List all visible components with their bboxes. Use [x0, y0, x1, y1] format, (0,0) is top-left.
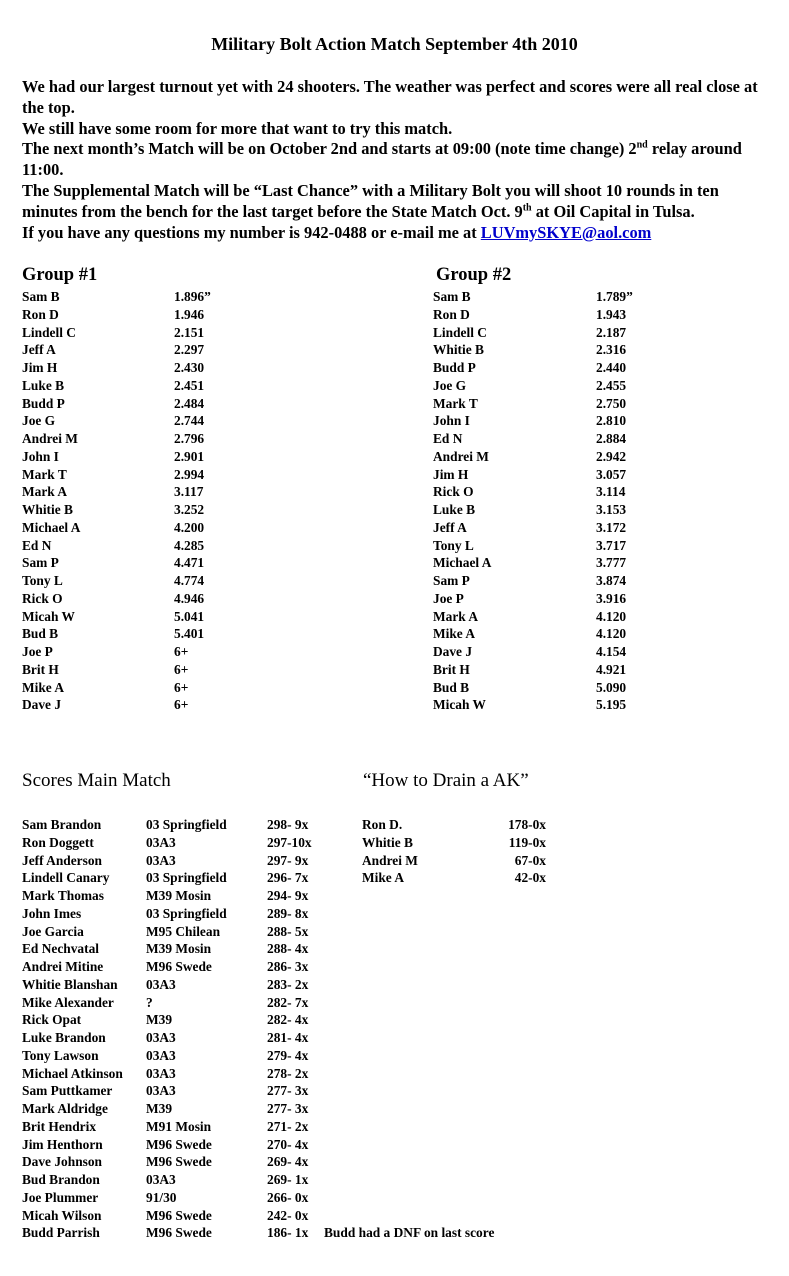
list-row	[22, 288, 272, 306]
cell: Sam B	[22, 289, 60, 304]
cell: 3.717	[596, 537, 627, 553]
cell: Lindell C	[433, 324, 487, 340]
cell: 67-0x	[514, 852, 546, 868]
list-row	[362, 816, 562, 834]
cell: 2.455	[596, 377, 627, 393]
cell: M96 Swede	[146, 1207, 212, 1223]
cell: 2.810	[596, 413, 627, 429]
list-row	[22, 341, 272, 359]
cell: Joe P	[433, 590, 464, 606]
cell: 178-0x	[508, 817, 546, 832]
cell: Mike A	[22, 679, 65, 695]
cell: 6+	[174, 644, 189, 659]
cell: 2.187	[596, 324, 627, 340]
list-row	[22, 430, 272, 448]
cell: Ron D.	[362, 817, 403, 832]
cell: 4.946	[174, 590, 205, 606]
cell: Michael A	[22, 519, 81, 535]
list-row	[22, 395, 272, 413]
group1-heading: Group #1	[22, 265, 98, 285]
page-title: Military Bolt Action Match September 4th 2010	[211, 34, 578, 54]
cell: 2.901	[174, 448, 205, 464]
cell: Rick Opat	[22, 1012, 82, 1028]
cell: Andrei M	[22, 431, 78, 446]
cell: Mike Alexander	[22, 994, 114, 1010]
cell: Ed N	[433, 431, 463, 446]
list-row	[433, 661, 683, 679]
list-row	[22, 1118, 552, 1136]
cell: Mark A	[433, 608, 479, 624]
list-row	[22, 1082, 552, 1100]
cell: Andrei M	[433, 448, 489, 464]
cell: Bud Brandon	[22, 1172, 100, 1187]
cell: M95 Chilean	[146, 923, 221, 939]
list-row	[22, 412, 272, 430]
cell: 03A3	[146, 976, 176, 992]
list-row	[433, 483, 683, 501]
list-row	[433, 288, 683, 306]
list-row	[433, 448, 683, 466]
cell: Dave J	[433, 644, 473, 659]
cell: 269- 1x	[267, 1172, 309, 1187]
cell: 288- 4x	[267, 941, 309, 957]
cell: Brit Hendrix	[22, 1118, 97, 1134]
cell: 6+	[174, 661, 189, 677]
cell: 03A3	[146, 1065, 176, 1081]
list-row	[22, 1100, 552, 1118]
list-row	[22, 501, 272, 519]
cell: Mark Aldridge	[22, 1101, 108, 1116]
cell: Whitie B	[22, 502, 73, 517]
list-row	[433, 679, 683, 697]
cell: 119-0x	[508, 834, 546, 850]
list-row	[22, 324, 272, 342]
list-row	[22, 448, 272, 466]
cell: 266- 0x	[267, 1189, 309, 1205]
cell: Sam P	[433, 573, 470, 588]
cell: 3.057	[596, 466, 627, 482]
cell: 270- 4x	[267, 1136, 309, 1152]
cell: 03A3	[146, 1083, 176, 1099]
cell: Budd P	[433, 360, 476, 375]
cell: Ron D	[22, 306, 59, 322]
list-row	[433, 625, 683, 643]
cell: 2.440	[596, 360, 627, 375]
cell: 03 Springfield	[146, 870, 227, 886]
cell: 03A3	[146, 1172, 176, 1187]
list-row	[22, 1047, 552, 1065]
cell: Luke B	[433, 502, 476, 517]
list-row	[22, 940, 552, 958]
cell: Mark A	[22, 484, 68, 500]
list-row	[22, 590, 272, 608]
list-row	[22, 1011, 552, 1029]
cell: Budd P	[22, 395, 65, 411]
list-row	[22, 483, 272, 501]
cell: Mark T	[433, 395, 478, 411]
cell: 4.921	[596, 661, 627, 677]
cell: 91/30	[146, 1189, 177, 1205]
cell: 4.285	[174, 537, 205, 553]
list-row	[22, 923, 552, 941]
cell: 4.154	[596, 644, 627, 659]
cell: Bud B	[22, 626, 59, 642]
list-row	[433, 341, 683, 359]
cell: Budd had a DNF on last score	[324, 1225, 495, 1241]
cell: Jeff A	[22, 342, 56, 358]
cell: M39 Mosin	[146, 941, 212, 957]
cell: John I	[22, 448, 59, 464]
cell: 5.195	[596, 697, 627, 713]
cell: 2.796	[174, 431, 205, 446]
cell: 296- 7x	[267, 870, 309, 886]
list-row	[22, 466, 272, 484]
cell: Luke B	[22, 377, 65, 393]
cell: Andrei M	[362, 852, 418, 868]
cell: Micah Wilson	[22, 1207, 102, 1223]
cell: 03A3	[146, 834, 176, 850]
cell: 2.484	[174, 395, 205, 411]
intro-line: If you have any questions my number is 942-0488 or e-mail me at LUVmySKYE@aol.com	[22, 222, 652, 242]
cell: 288- 5x	[267, 923, 309, 939]
cell: John Imes	[22, 905, 82, 921]
cell: 279- 4x	[267, 1047, 309, 1063]
cell: 2.744	[174, 413, 205, 429]
list-row	[362, 869, 562, 887]
cell: Whitie Blanshan	[22, 976, 118, 992]
cell: Tony L	[22, 573, 63, 588]
cell: M96 Swede	[146, 1225, 212, 1241]
cell: 298- 9x	[267, 817, 309, 832]
group2-heading: Group #2	[436, 265, 512, 285]
list-row	[22, 976, 552, 994]
cell: 6+	[174, 697, 189, 713]
cell: 283- 2x	[267, 976, 309, 992]
cell: Dave J	[22, 697, 62, 713]
cell: Brit H	[22, 661, 59, 677]
list-row	[22, 1207, 552, 1225]
list-row	[22, 608, 272, 626]
cell: 2.151	[174, 324, 205, 340]
cell: Rick O	[22, 590, 63, 606]
intro-line: The Supplemental Match will be “Last Chance” with a Military Bolt you will shoot 10 rounds in ten minutes from the bench for the last target before the State Match Oct. 9th at Oil Capital in Tulsa.	[22, 180, 719, 221]
cell: 282- 4x	[267, 1012, 309, 1028]
cell: John I	[433, 413, 470, 429]
cell: 4.471	[174, 555, 205, 571]
intro-line: We had our largest turnout yet with 24 shooters. The weather was perfect and scores were all real close at the top.	[22, 77, 758, 117]
list-row	[22, 994, 552, 1012]
cell: M96 Swede	[146, 1136, 212, 1152]
cell: 297- 9x	[267, 852, 309, 868]
cell: Ed N	[22, 537, 52, 553]
cell: 03A3	[146, 852, 176, 868]
cell: Mark T	[22, 466, 67, 482]
cell: 277- 3x	[267, 1083, 309, 1099]
cell: 1.943	[596, 306, 627, 322]
cell: 3.252	[174, 502, 205, 517]
cell: Sam B	[433, 289, 471, 304]
cell: 2.884	[596, 431, 627, 446]
list-row	[433, 412, 683, 430]
cell: 2.750	[596, 395, 627, 411]
cell: 2.430	[174, 360, 205, 375]
cell: Sam P	[22, 555, 59, 571]
cell: Jim Henthorn	[22, 1136, 103, 1152]
cell: 186- 1x	[267, 1225, 309, 1241]
cell: M96 Swede	[146, 1154, 212, 1170]
list-row	[22, 1224, 552, 1242]
ak-match-list	[362, 816, 562, 887]
cell: Michael Atkinson	[22, 1065, 123, 1081]
list-row	[433, 501, 683, 519]
cell: Sam Puttkamer	[22, 1083, 113, 1099]
intro-line: We still have some room for more that want to try this match.	[22, 118, 453, 138]
cell: 6+	[174, 679, 189, 695]
cell: Tony Lawson	[22, 1047, 99, 1063]
cell: Tony L	[433, 537, 474, 553]
list-row	[22, 1171, 552, 1189]
cell: Ron D	[433, 306, 470, 322]
cell: Joe G	[22, 413, 56, 429]
cell: Mark Thomas	[22, 888, 104, 903]
list-row	[433, 430, 683, 448]
cell: 03 Springfield	[146, 905, 227, 921]
cell: Whitie B	[433, 342, 484, 358]
cell: 03A3	[146, 1030, 176, 1045]
list-row	[22, 1189, 552, 1207]
list-row	[433, 696, 683, 714]
cell: 294- 9x	[267, 888, 309, 903]
intro-text	[22, 77, 777, 243]
list-row	[433, 572, 683, 590]
list-row	[433, 466, 683, 484]
cell: Sam Brandon	[22, 817, 102, 832]
cell: 3.114	[596, 484, 626, 500]
list-row	[22, 661, 272, 679]
list-row	[362, 852, 562, 870]
list-row	[433, 608, 683, 626]
list-row	[22, 554, 272, 572]
cell: 2.994	[174, 466, 205, 482]
intro-line: The next month’s Match will be on October 2nd and starts at 09:00 (note time change) 2nd relay around 11:00.	[22, 139, 742, 180]
list-row	[22, 643, 272, 661]
list-row	[22, 377, 272, 395]
cell: 2.942	[596, 448, 627, 464]
cell: M91 Mosin	[146, 1118, 212, 1134]
cell: Whitie B	[362, 834, 413, 850]
cell: Brit H	[433, 661, 470, 677]
cell: 3.916	[596, 590, 627, 606]
list-row	[433, 519, 683, 537]
cell: 1.896”	[174, 289, 211, 304]
cell: 297-10x	[267, 834, 312, 850]
cell: Ed Nechvatal	[22, 941, 99, 957]
cell: 3.172	[596, 519, 627, 535]
cell: Mike A	[362, 870, 405, 886]
cell: M96 Swede	[146, 959, 212, 974]
cell: 42-0x	[514, 870, 546, 886]
cell: Michael A	[433, 555, 492, 571]
cell: 269- 4x	[267, 1154, 309, 1170]
cell: 4.774	[174, 573, 205, 588]
cell: 281- 4x	[267, 1030, 309, 1045]
cell: 277- 3x	[267, 1101, 309, 1116]
list-row	[22, 537, 272, 555]
cell: ?	[146, 994, 153, 1010]
cell: 282- 7x	[267, 994, 309, 1010]
group2-list	[433, 288, 683, 714]
cell: Mike A	[433, 626, 476, 642]
cell: 2.451	[174, 377, 205, 393]
list-row	[433, 554, 683, 572]
cell: Andrei Mitine	[22, 959, 104, 974]
cell: 2.316	[596, 342, 627, 358]
cell: Micah W	[433, 697, 486, 713]
list-row	[22, 572, 272, 590]
cell: M39 Mosin	[146, 888, 212, 903]
cell: 03A3	[146, 1047, 176, 1063]
cell: 5.041	[174, 608, 205, 624]
cell: 5.090	[596, 679, 627, 695]
cell: 3.874	[596, 573, 627, 588]
list-row	[433, 590, 683, 608]
cell: Jim H	[22, 360, 58, 375]
cell: 1.946	[174, 306, 205, 322]
list-row	[362, 834, 562, 852]
cell: 278- 2x	[267, 1065, 309, 1081]
list-row	[22, 519, 272, 537]
cell: 4.200	[174, 519, 205, 535]
list-row	[433, 643, 683, 661]
list-row	[22, 625, 272, 643]
cell: 2.297	[174, 342, 205, 358]
list-row	[22, 1136, 552, 1154]
list-row	[433, 395, 683, 413]
cell: 03 Springfield	[146, 817, 227, 832]
cell: Lindell C	[22, 324, 76, 340]
list-row	[433, 359, 683, 377]
cell: Lindell Canary	[22, 870, 110, 886]
list-row	[22, 679, 272, 697]
cell: Rick O	[433, 484, 474, 500]
list-row	[433, 377, 683, 395]
cell: 286- 3x	[267, 959, 309, 974]
list-row	[433, 537, 683, 555]
list-row	[22, 696, 272, 714]
cell: Ron Doggett	[22, 834, 94, 850]
cell: 3.777	[596, 555, 627, 571]
cell: Jim H	[433, 466, 469, 482]
cell: 3.117	[174, 484, 204, 500]
cell: 271- 2x	[267, 1118, 309, 1134]
cell: 5.401	[174, 626, 205, 642]
cell: Jeff Anderson	[22, 852, 102, 868]
cell: 4.120	[596, 608, 627, 624]
cell: Joe P	[22, 644, 53, 659]
cell: Bud B	[433, 679, 470, 695]
list-row	[22, 306, 272, 324]
list-row	[22, 1065, 552, 1083]
cell: M39	[146, 1101, 173, 1116]
list-row	[22, 1153, 552, 1171]
main-match-heading: Scores Main Match	[22, 770, 171, 791]
email-link[interactable]: LUVmySKYE@aol.com	[480, 222, 652, 242]
cell: M39	[146, 1012, 173, 1028]
list-row	[433, 324, 683, 342]
list-row	[22, 958, 552, 976]
cell: 242- 0x	[267, 1207, 309, 1223]
list-row	[22, 905, 552, 923]
cell: Luke Brandon	[22, 1030, 106, 1045]
group1-list	[22, 288, 272, 714]
list-row	[22, 359, 272, 377]
list-row	[433, 306, 683, 324]
cell: 289- 8x	[267, 905, 309, 921]
cell: Joe Plummer	[22, 1189, 99, 1205]
cell: Joe Garcia	[22, 923, 84, 939]
ak-match-heading: “How to Drain a AK”	[363, 770, 529, 791]
cell: Dave Johnson	[22, 1154, 102, 1170]
cell: Joe G	[433, 377, 467, 393]
cell: 1.789”	[596, 289, 633, 304]
cell: 4.120	[596, 626, 627, 642]
list-row	[22, 1029, 552, 1047]
cell: Micah W	[22, 608, 75, 624]
cell: Jeff A	[433, 519, 467, 535]
cell: 3.153	[596, 502, 627, 517]
list-row	[22, 887, 552, 905]
cell: Budd Parrish	[22, 1225, 100, 1241]
